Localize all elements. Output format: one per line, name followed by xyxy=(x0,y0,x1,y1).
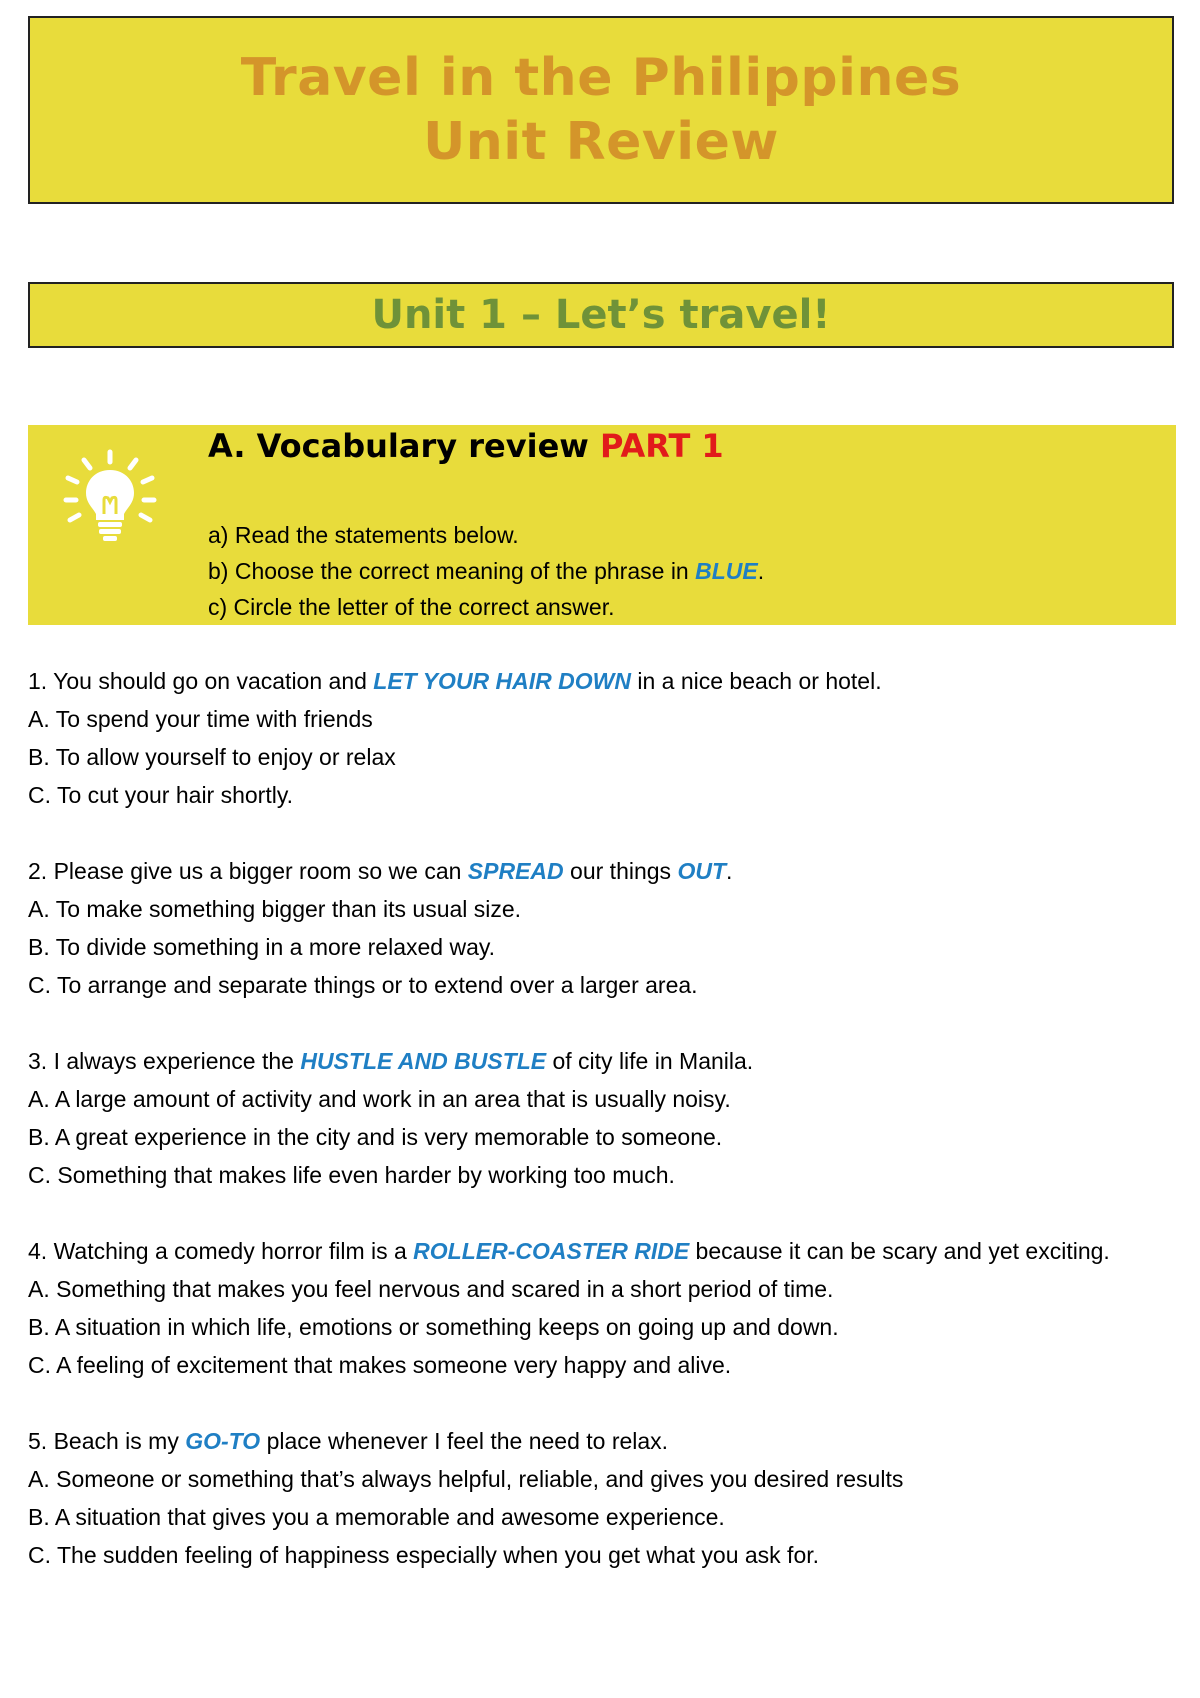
stem-text: 4. Watching a comedy horror film is a xyxy=(28,1238,414,1264)
questions-list xyxy=(28,662,1178,1612)
question-stem xyxy=(28,1042,1178,1080)
option-c[interactable]: C. Something that makes life even harder by working too much. xyxy=(28,1162,675,1188)
option-b[interactable]: B. A great experience in the city and is very memorable to someone. xyxy=(28,1124,723,1150)
stem-text: 2. Please give us a bigger room so we can xyxy=(28,858,468,884)
stem-text-end: of city life in Manila. xyxy=(546,1048,754,1074)
stem-text-end: because it can be scary and yet exciting. xyxy=(689,1238,1110,1264)
unit-banner xyxy=(28,282,1174,348)
option-a[interactable]: A. Someone or something that’s always helpful, reliable, and gives you desired results xyxy=(28,1466,904,1492)
option-a[interactable]: A. Something that makes you feel nervous and scared in a short period of time. xyxy=(28,1276,834,1302)
vocab-heading-text: A. Vocabulary review xyxy=(208,427,589,465)
question-4 xyxy=(28,1232,1178,1384)
title-line-2: Unit Review xyxy=(423,112,779,172)
question-5 xyxy=(28,1422,1178,1574)
question-3 xyxy=(28,1042,1178,1194)
instruction-b xyxy=(208,556,764,586)
question-stem xyxy=(28,1422,1178,1460)
question-stem xyxy=(28,852,1178,890)
stem-text: 5. Beach is my xyxy=(28,1428,186,1454)
option-a[interactable]: A. A large amount of activity and work in an area that is usually noisy. xyxy=(28,1086,731,1112)
instruction-b-text: b) Choose the correct meaning of the phrase in xyxy=(208,558,696,584)
option-c[interactable]: C. To arrange and separate things or to extend over a larger area. xyxy=(28,972,698,998)
stem-text-end: place whenever I feel the need to relax. xyxy=(260,1428,669,1454)
part-label: PART 1 xyxy=(599,427,724,465)
question-1 xyxy=(28,662,1178,814)
stem-text: 1. You should go on vacation and xyxy=(28,668,374,694)
stem-text-end: . xyxy=(726,858,733,884)
title-banner xyxy=(28,16,1174,204)
stem-phrase: HUSTLE AND BUSTLE xyxy=(300,1048,547,1074)
stem-phrase: LET YOUR HAIR DOWN xyxy=(373,668,631,694)
stem-text: 3. I always experience the xyxy=(28,1048,301,1074)
title-line-1: Travel in the Philippines xyxy=(240,48,962,108)
stem-phrase: GO-TO xyxy=(185,1428,261,1454)
vocab-heading xyxy=(208,425,724,467)
option-a[interactable]: A. To spend your time with friends xyxy=(28,706,373,732)
instruction-a: a) Read the statements below. xyxy=(208,522,519,548)
unit-title: Unit 1 – Let’s travel! xyxy=(371,292,831,338)
stem-phrase: SPREAD xyxy=(467,858,564,884)
option-b[interactable]: B. A situation in which life, emotions or something keeps on going up and down. xyxy=(28,1314,839,1340)
option-b[interactable]: B. A situation that gives you a memorable and awesome experience. xyxy=(28,1504,725,1530)
question-stem xyxy=(28,662,1178,700)
instruction-b-end: . xyxy=(757,558,765,584)
option-c[interactable]: C. A feeling of excitement that makes someone very happy and alive. xyxy=(28,1352,732,1378)
option-b[interactable]: B. To divide something in a more relaxed way. xyxy=(28,934,496,960)
option-b[interactable]: B. To allow yourself to enjoy or relax xyxy=(28,744,396,770)
instruction-b-blue: BLUE xyxy=(695,558,758,584)
option-c[interactable]: C. The sudden feeling of happiness especially when you get what you ask for. xyxy=(28,1542,820,1568)
instruction-c: c) Circle the letter of the correct answer. xyxy=(208,594,615,620)
question-stem xyxy=(28,1232,1178,1270)
stem-phrase-2: OUT xyxy=(677,858,727,884)
lightbulb-icon xyxy=(62,448,158,544)
option-c[interactable]: C. To cut your hair shortly. xyxy=(28,782,294,808)
option-a[interactable]: A. To make something bigger than its usual size. xyxy=(28,896,522,922)
stem-text-end: in a nice beach or hotel. xyxy=(630,668,882,694)
stem-phrase: ROLLER-COASTER RIDE xyxy=(413,1238,690,1264)
stem-text-mid: our things xyxy=(563,858,678,884)
question-2 xyxy=(28,852,1178,1004)
